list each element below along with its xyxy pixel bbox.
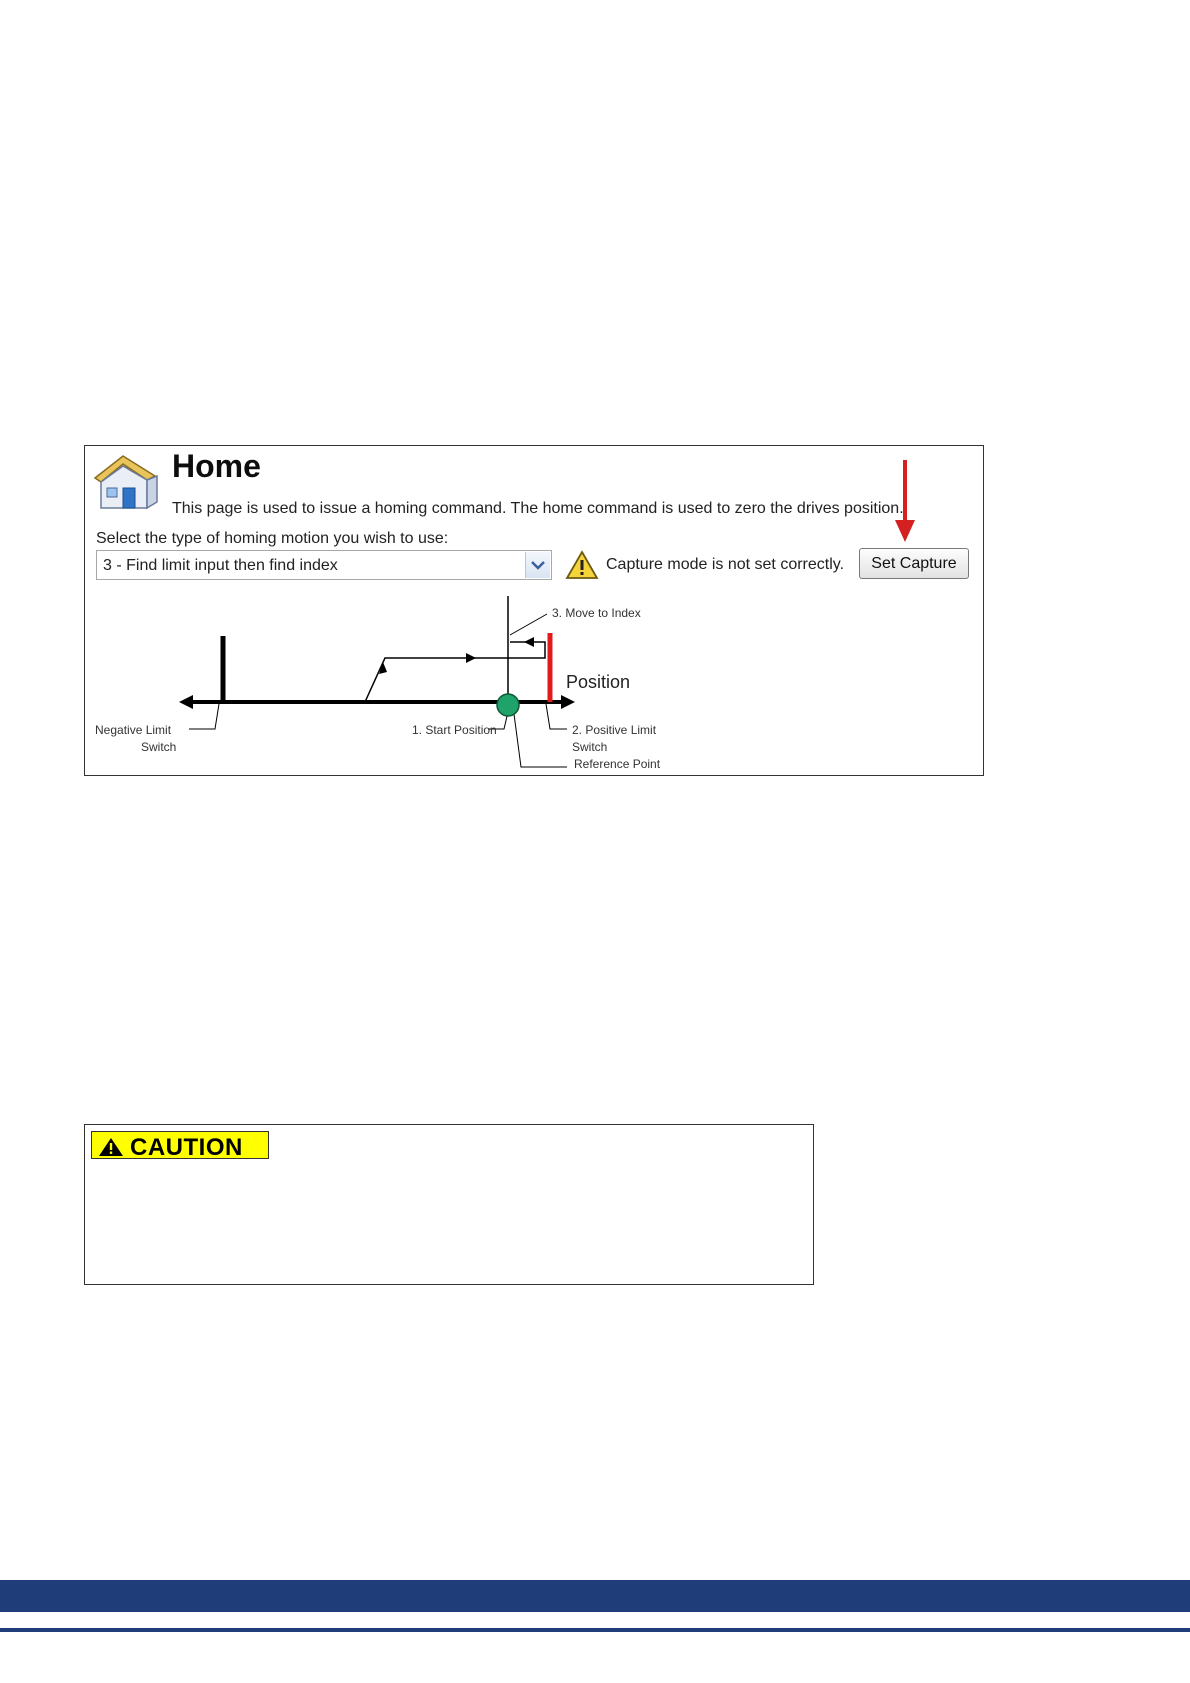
homing-select-value: 3 - Find limit input then find index xyxy=(103,557,338,574)
start-position-marker xyxy=(497,694,519,716)
capture-status-text: Capture mode is not set correctly. xyxy=(606,556,845,573)
footer-divider xyxy=(0,1628,1190,1632)
page-description: This page is used to issue a homing command. The home command is used to zero the drives position. xyxy=(172,500,904,517)
positive-limit-leader xyxy=(546,704,567,729)
footer-bar xyxy=(0,1580,1190,1612)
caution-box xyxy=(84,1124,814,1285)
caution-badge xyxy=(91,1131,269,1159)
home-panel xyxy=(84,445,984,776)
reference-point-leader xyxy=(514,714,567,767)
axis-right-arrowhead xyxy=(561,695,575,709)
move-to-index-leader xyxy=(510,614,547,635)
negative-limit-leader xyxy=(189,704,219,729)
warning-icon xyxy=(98,1137,124,1157)
set-capture-button[interactable]: Set Capture xyxy=(859,548,969,579)
reference-point-label: Reference Point xyxy=(574,757,661,771)
homing-diagram xyxy=(85,446,983,775)
page-title: Home xyxy=(172,448,261,484)
positive-limit-label-line2: Switch xyxy=(572,740,608,754)
positive-limit-label-line1: 2. Positive Limit xyxy=(572,723,657,737)
negative-limit-label-line1: Negative Limit xyxy=(95,723,172,737)
position-label: Position xyxy=(566,672,631,692)
homing-select-label: Select the type of homing motion you wish to use: xyxy=(96,530,449,547)
motion-arrow-right xyxy=(466,653,476,663)
caution-label: CAUTION xyxy=(130,1134,243,1161)
start-position-label: 1. Start Position xyxy=(412,723,497,737)
motion-arrow-left xyxy=(524,637,534,647)
negative-limit-label-line2: Switch xyxy=(141,740,177,754)
move-to-index-label: 3. Move to Index xyxy=(552,606,641,620)
motion-path xyxy=(365,642,545,702)
axis-left-arrowhead xyxy=(179,695,193,709)
